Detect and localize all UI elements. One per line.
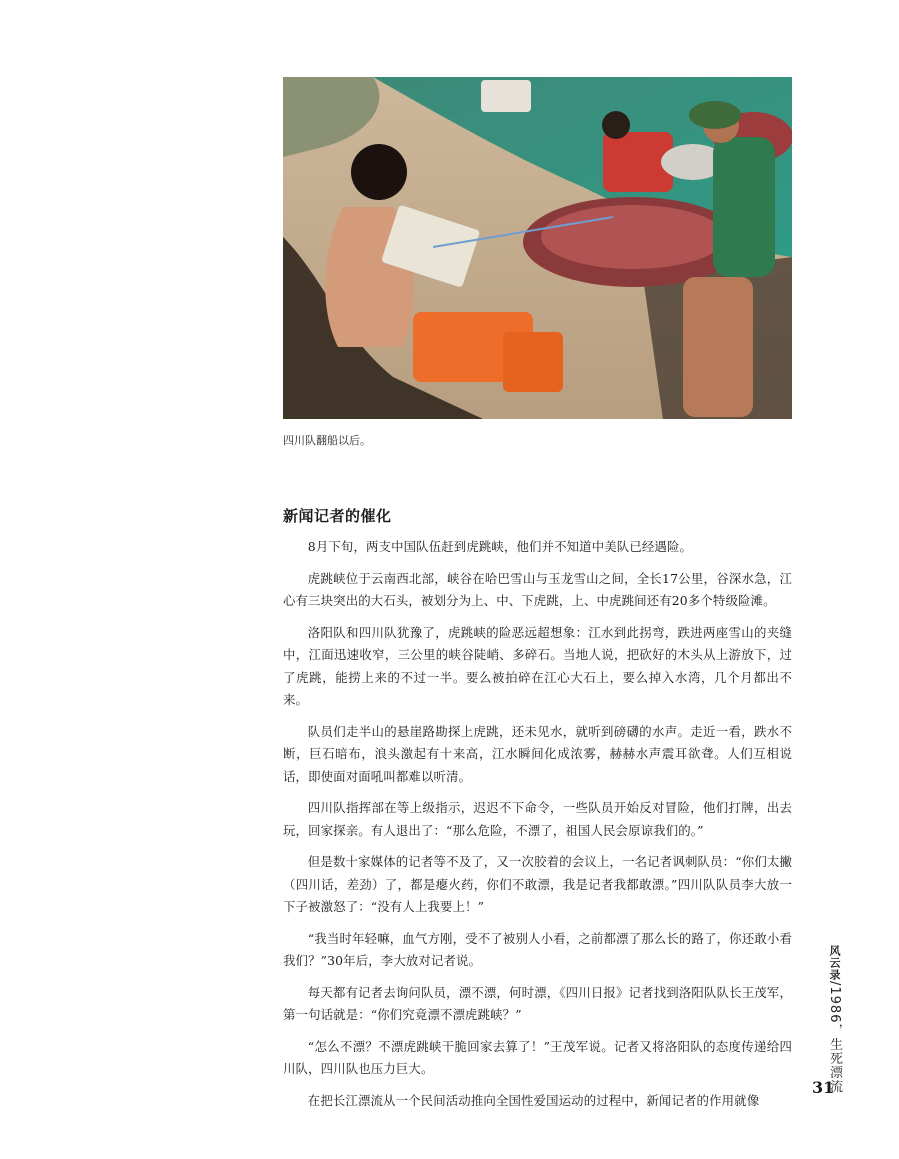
paragraph: 但是数十家媒体的记者等不及了，又一次胶着的会议上，一名记者讽刺队员：“你们太撇（四川话，差劲）了，都是瘪火药，你们不敢漂，我是记者我都敢漂。”四川队队员李大放一下子被激怒了：“没有人上我要上！” (283, 854, 792, 914)
article-body (283, 505, 792, 1121)
running-title: /1986，生死漂流 (827, 981, 842, 1094)
magazine-section-label: 风云录 (828, 945, 841, 981)
paragraph: 每天都有记者去询问队员，漂不漂，何时漂，《四川日报》记者找到洛阳队队长王茂军，第一句话就是：“你们究竟漂不漂虎跳峡？” (283, 984, 792, 1022)
section-heading: 新闻记者的催化 (283, 507, 392, 525)
page-number: 31 (812, 1078, 835, 1097)
paragraph: 8月下旬，两支中国队伍赶到虎跳峡，他们并不知道中美队已经遇险。 (307, 539, 693, 554)
paragraph: 在把长江漂流从一个民间活动推向全国性爱国运动的过程中，新闻记者的作用就像 (307, 1092, 760, 1108)
photo-rafting-scene-icon (283, 77, 792, 419)
paragraph: 队员们走半山的悬崖路勘探上虎跳，还未见水，就听到磅礴的水声。走近一看，跌水不断，巨石暗布，浪头激起有十来高，江水瞬间化成浓雾，赫赫水声震耳欲聋。人们互相说话，即使面对面吼叫都难以听清。 (283, 723, 792, 784)
paragraph: 虎跳峡位于云南西北部，峡谷在哈巴雪山与玉龙雪山之间，全长17公里，谷深水急，江心有三块突出的大石头，被划分为上、中、下虎跳，上、中虎跳间还有20多个特级险滩。 (283, 570, 792, 608)
photo-caption: 四川队翻船以后。 (283, 434, 371, 447)
section-running-title (814, 945, 844, 1093)
article-photo (283, 77, 792, 419)
paragraph: “怎么不漂？不漂虎跳峡干脆回家去算了！”王茂军说。记者又将洛阳队的态度传递给四川队，四川队也压力巨大。 (283, 1038, 792, 1076)
paragraph: 四川队指挥部在等上级指示，迟迟不下命令，一些队员开始反对冒险，他们打牌，出去玩，回家探亲。有人退出了：“那么危险，不漂了，祖国人民会原谅我们的。” (283, 800, 792, 838)
paragraph: 洛阳队和四川队犹豫了，虎跳峡的险恶远超想象：江水到此拐弯，跌进两座雪山的夹缝中，江面迅速收窄，三公里的峡谷陡峭、多碎石。当地人说，把砍好的木头从上游放下，过了虎跳，能捞上来的不过一半。要么被拍碎在江心大石上，要么掉入水湾，几个月都出不来。 (283, 624, 792, 707)
paragraph: “我当时年轻嘛，血气方刚，受不了被别人小看，之前都漂了那么长的路了，你还敢小看我们？”30年后，李大放对记者说。 (283, 930, 792, 968)
